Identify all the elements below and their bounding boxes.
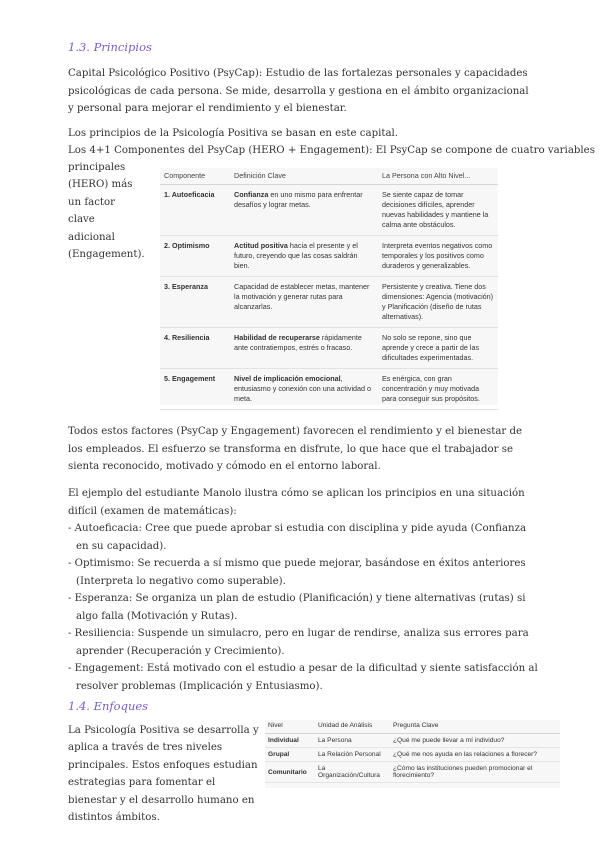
column-header-high-level: La Persona con Alto Nivel... [378,168,498,185]
column-header-level: Nivel [265,720,315,734]
component-high-level: Interpreta eventos negativos como temporales y los positivos como duraderos y generalizables. [378,236,498,277]
psycap-components-table [160,168,498,410]
section-heading-enfoques: 1.4. Enfoques [68,699,149,713]
component-name: 1. Autoeficacia [160,185,230,236]
table-row [265,762,560,783]
table-row [160,369,498,410]
component-name: 5. Engagement [160,369,230,410]
component-high-level: Persistente y creativa. Tiene dos dimensiones: Agencia (motivación) y Planificación (diseño de rutas alternativas). [378,277,498,328]
approaches-table [265,720,560,783]
component-name: 2. Optimismo [160,236,230,277]
component-name: 3. Esperanza [160,277,230,328]
component-definition: Actitud positiva hacia el presente y el futuro, creyendo que las cosas saldrán bien. [230,236,378,277]
level-unit: La Persona [315,734,390,748]
list-item: - Esperanza: Se organiza un plan de estudio (Planificación) y tiene alternativas (rutas) si algo falla (Motivación y Rutas). [68,593,526,622]
table-row [160,328,498,369]
column-header-question: Pregunta Clave [390,720,560,734]
component-definition: Habilidad de recuperarse rápidamente ante contratiempos, estrés o fracaso. [230,328,378,369]
level-question: ¿Cómo las instituciones pueden promocionar el florecimiento? [390,762,560,783]
psycap-components-table-image [160,168,498,405]
table-row [160,277,498,328]
level-unit: La Relación Personal [315,748,390,762]
component-high-level: Es enérgica, con gran concentración y muy motivada para conseguir sus propósitos. [378,369,498,410]
level-question: ¿Qué me puede llevar a mí individuo? [390,734,560,748]
list-item: - Autoeficacia: Cree que puede aprobar si estudia con disciplina y pide ayuda (Confianza en su capacidad). [68,523,527,552]
component-name: 4. Resiliencia [160,328,230,369]
component-definition: Nivel de implicación emocional, entusiasmo y conexión con una actividad o meta. [230,369,378,410]
principles-intro-paragraph: Los principios de la Psicología Positiva se basan en este capital. [68,128,399,139]
level-name: Individual [265,734,315,748]
table-row [160,185,498,236]
approaches-table-image [265,720,560,788]
list-item: - Engagement: Está motivado con el estudio a pesar de la dificultad y siente satisfacción al resolver problemas (Implicación y Entusiasmo). [68,663,538,692]
component-high-level: Se siente capaz de tomar decisiones difíciles, aprender nuevas habilidades y mantiene la calma ante obstáculos. [378,185,498,236]
table-row [265,734,560,748]
factors-summary-paragraph: Todos estos factores (PsyCap y Engagement) favorecen el rendimiento y el bienestar de los empleados. El esfuerzo se transforma en disfrute, lo que hace que el trabajador se sienta reconocido, motivado y cómodo en el entorno laboral. [68,426,523,472]
table-row [160,236,498,277]
list-item: - Resiliencia: Suspende un simulacro, pero en lugar de rendirse, analiza sus errores para aprender (Recuperación y Crecimiento). [68,628,529,657]
level-name: Grupal [265,748,315,762]
table-header-row [160,168,498,185]
column-header-component: Componente [160,168,230,185]
table-header-row [265,720,560,734]
component-high-level: No solo se repone, sino que aprende y crece a partir de las dificultades experimentadas. [378,328,498,369]
level-question: ¿Qué me nos ayuda en las relaciones a florecer? [390,748,560,762]
list-item: - Optimismo: Se recuerda a sí mismo que puede mejorar, basándose en éxitos anteriores (Interpreta lo negativo como superable). [68,558,526,587]
components-intro-paragraph: Los 4+1 Componentes del PsyCap (HERO + Engagement): El PsyCap se compone de cuatro variables [68,145,595,156]
components-intro-continuation: principales (HERO) más un factor clave adicional (Engagement). [68,162,145,261]
level-name: Comunitario [265,762,315,783]
column-header-unit: Unidad de Análisis [315,720,390,734]
component-definition: Confianza en uno mismo para enfrentar desafíos y lograr metas. [230,185,378,236]
psycap-definition-paragraph: Capital Psicológico Positivo (PsyCap): Estudio de las fortalezas personales y capacidades psicológicas de cada persona. Se mide, desarrolla y gestiona en el ámbito organizacional y personal para mejorar el rendimiento y el bienestar. [68,68,529,114]
section-heading-principios: 1.3. Principios [68,40,152,54]
manolo-example-paragraph: El ejemplo del estudiante Manolo ilustra cómo se aplican los principios en una situación difícil (examen de matemáticas): [68,488,525,517]
approaches-paragraph: La Psicología Positiva se desarrolla y aplica a través de tres niveles principales. Estos enfoques estudian estrategias para fomentar el bienestar y el desarrollo humano en distintos ámbitos. [68,725,259,824]
component-definition: Capacidad de establecer metas, mantener la motivación y generar rutas para alcanzarlas. [230,277,378,328]
level-unit: La Organización/Cultura [315,762,390,783]
manolo-example-list [68,520,538,695]
column-header-definition: Definición Clave [230,168,378,185]
table-row [265,748,560,762]
